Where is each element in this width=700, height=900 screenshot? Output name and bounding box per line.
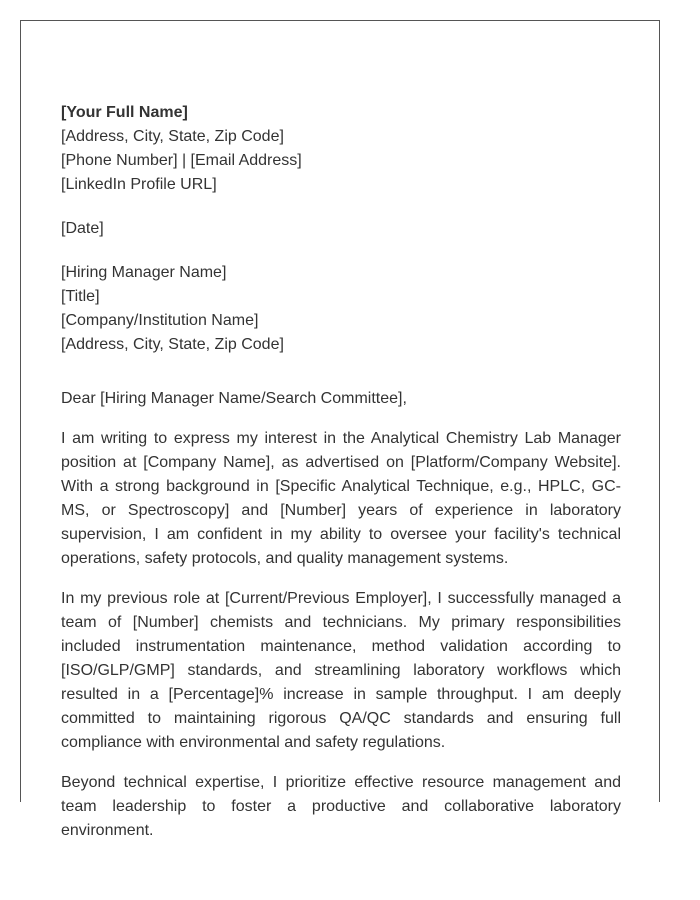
- cover-letter-body: [61, 101, 621, 843]
- paragraph-leadership: Beyond technical expertise, I prioritize effective resource management and team leadership to foster a productive and collaborative laboratory environment.: [61, 774, 621, 839]
- salutation-block: [61, 387, 621, 411]
- letter-date: [Date]: [61, 220, 104, 237]
- sender-name: [Your Full Name]: [61, 104, 188, 121]
- recipient-company: [Company/Institution Name]: [61, 312, 259, 329]
- date-block: [61, 217, 621, 241]
- recipient-address: [Address, City, State, Zip Code]: [61, 336, 284, 353]
- document-page: [20, 20, 660, 839]
- recipient-name: [Hiring Manager Name]: [61, 264, 227, 281]
- sender-block: [61, 101, 621, 197]
- recipient-block: [61, 261, 621, 357]
- sender-linkedin: [LinkedIn Profile URL]: [61, 176, 217, 193]
- paragraph-intro: I am writing to express my interest in the Analytical Chemistry Lab Manager position at [Company Name], as advertised on [Platform/Company Website]. With a strong background in [Specific Analytical Technique, e.g., HPLC, GC-MS, or Spectroscopy] and [Number] years of experience in laboratory supervision, I am confident in my ability to oversee your facility's technical operations, safety protocols, and quality management systems.: [61, 430, 621, 567]
- recipient-title: [Title]: [61, 288, 100, 305]
- sender-address: [Address, City, State, Zip Code]: [61, 128, 284, 145]
- paragraph-experience: In my previous role at [Current/Previous Employer], I successfully managed a team of [Number] chemists and technicians. My primary responsibilities included instrumentation maintenance, method validation according to [ISO/GLP/GMP] standards, and streamlining laboratory workflows which resulted in a [Percentage]% increase in sample throughput. I am deeply committed to maintaining rigorous QA/QC standards and ensuring full compliance with environmental and safety regulations.: [61, 590, 621, 751]
- salutation: Dear [Hiring Manager Name/Search Committee],: [61, 390, 407, 407]
- sender-contact: [Phone Number] | [Email Address]: [61, 152, 302, 169]
